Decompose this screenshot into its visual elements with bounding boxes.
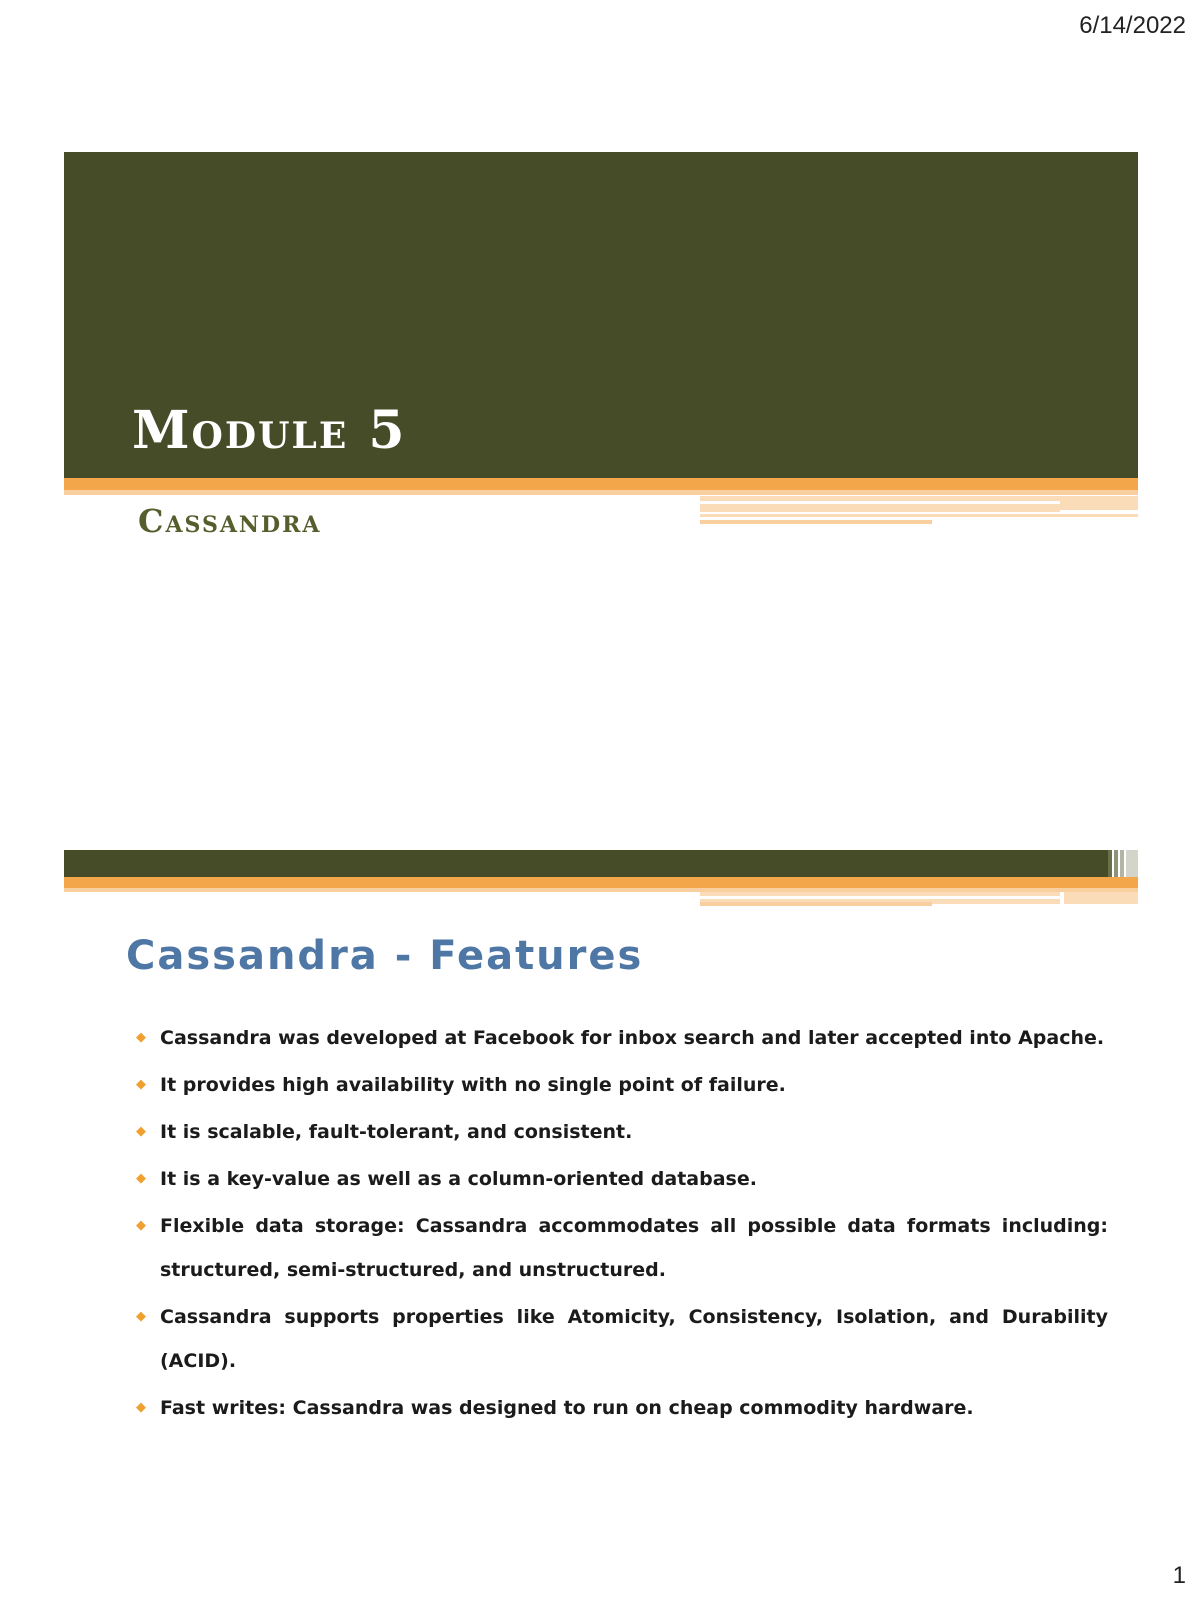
- page-date: 6/14/2022: [1079, 12, 1186, 39]
- diamond-bullet-icon: ◆: [136, 1030, 146, 1045]
- list-item: ◆ It provides high availability with no single point of failure.: [136, 1063, 1108, 1107]
- slide-1-subtitle: Cassandra: [138, 502, 322, 540]
- slide-2-title: Cassandra - Features: [126, 933, 644, 979]
- diamond-bullet-icon: ◆: [136, 1077, 146, 1092]
- slide-1-title: Module 5: [132, 400, 407, 461]
- page-number: 1: [1172, 1562, 1186, 1589]
- header-band: [64, 850, 1108, 877]
- list-item: ◆ It is scalable, fault-tolerant, and consistent.: [136, 1110, 1108, 1154]
- diamond-bullet-icon: ◆: [136, 1171, 146, 1186]
- diamond-bullet-icon: ◆: [136, 1309, 146, 1324]
- list-item: ◆ Fast writes: Cassandra was designed to run on cheap commodity hardware.: [136, 1386, 1108, 1430]
- list-item: ◆ Cassandra supports properties like Atomicity, Consistency, Isolation, and Durability (ACID).: [136, 1295, 1108, 1383]
- list-item: ◆ Flexible data storage: Cassandra accommodates all possible data formats including: structured, semi-structured, and unstructured.: [136, 1204, 1108, 1292]
- diamond-bullet-icon: ◆: [136, 1124, 146, 1139]
- feature-list: [136, 1016, 1108, 1433]
- list-item: ◆ Cassandra was developed at Facebook for inbox search and later accepted into Apache.: [136, 1016, 1108, 1060]
- list-item: ◆ It is a key-value as well as a column-oriented database.: [136, 1157, 1108, 1201]
- diamond-bullet-icon: ◆: [136, 1400, 146, 1415]
- diamond-bullet-icon: ◆: [136, 1218, 146, 1233]
